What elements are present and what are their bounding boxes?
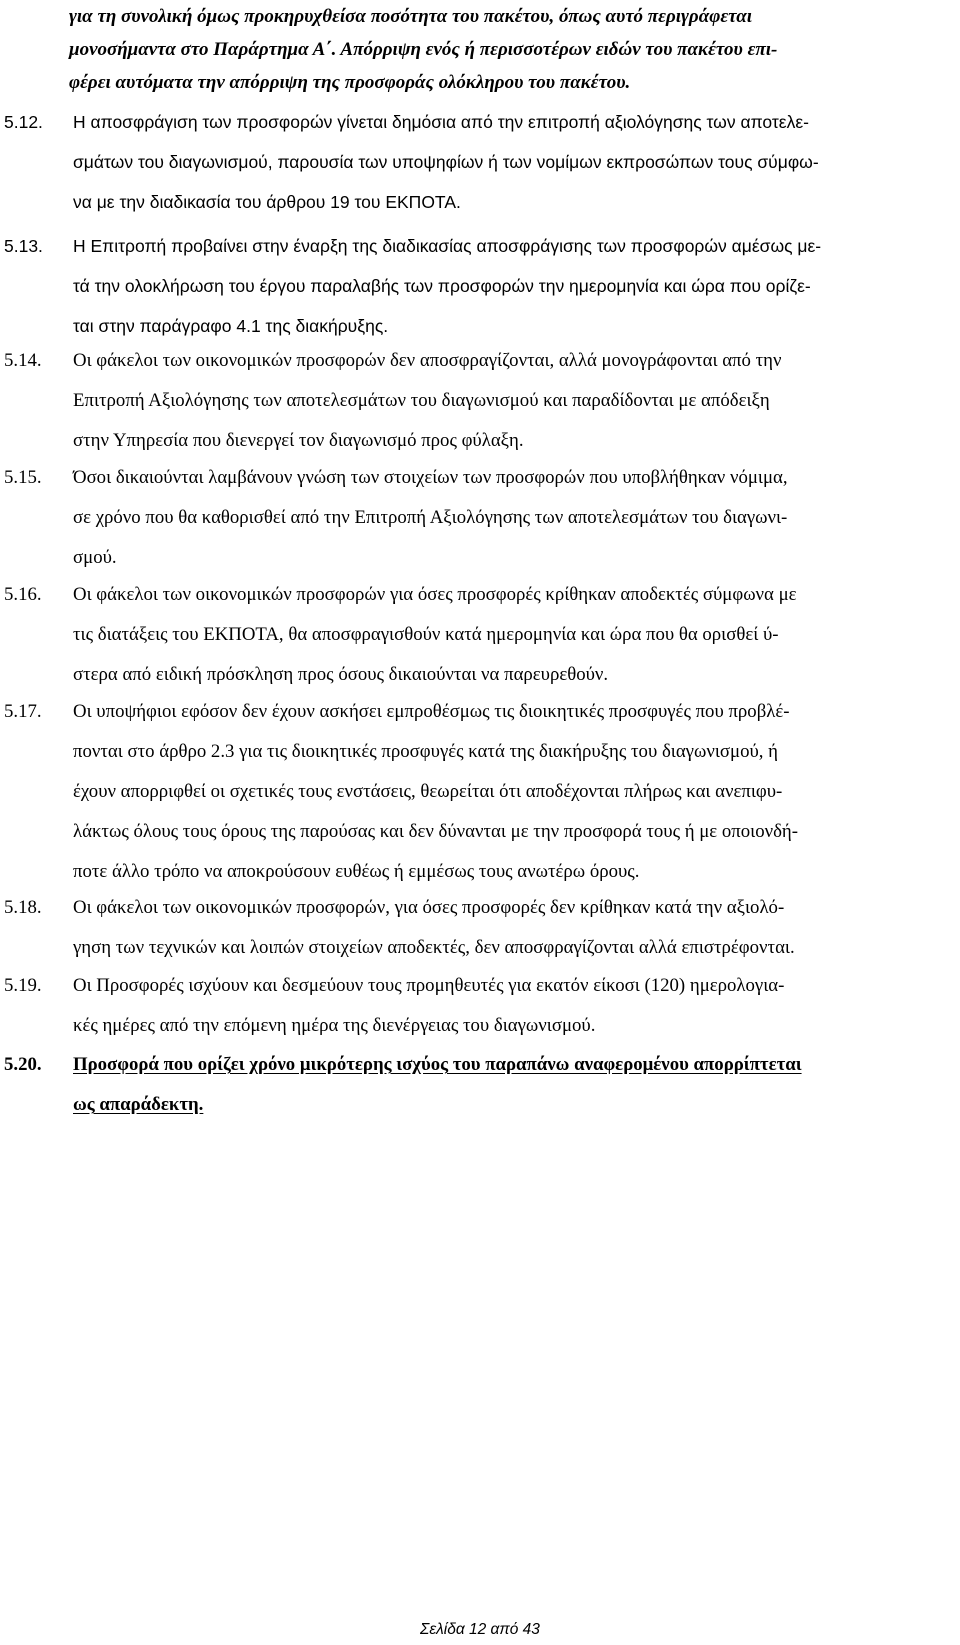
text-line: στην Υπηρεσία που διενεργεί τον διαγωνισμό προς φύλαξη. (73, 430, 524, 451)
text-line: πονται στο άρθρο 2.3 για τις διοικητικές προσφυγές κατά της διακήρυξης του διαγωνισμού, ή (73, 741, 778, 762)
text-line: κές ημέρες από την επόμενη ημέρα της διενέργειας του διαγωνισμού. (73, 1015, 596, 1036)
text-line: Οι Προσφορές ισχύουν και δεσμεύουν τους προμηθευτές για εκατόν είκοσι (120) ημερολογια- (73, 975, 785, 996)
clause-text (73, 888, 954, 968)
clause-number: 5.20. (4, 1054, 42, 1075)
clause-text (73, 966, 954, 1046)
clause-number: 5.12. (4, 112, 43, 132)
clause-text (73, 1045, 954, 1125)
text-line: να με την διαδικασία του άρθρου 19 του ΕΚΠΟΤΑ. (73, 192, 461, 212)
clause-number: 5.18. (4, 897, 42, 918)
text-line: σε χρόνο που θα καθορισθεί από την Επιτροπή Αξιολόγησης των αποτελεσμάτων του διαγωνι- (73, 507, 788, 528)
clause-number: 5.19. (4, 975, 42, 996)
text-line: τις διατάξεις του ΕΚΠΟΤΑ, θα αποσφραγισθούν κατά ημερομηνία και ώρα που θα ορισθεί ύ- (73, 624, 779, 645)
clause-text (73, 226, 954, 346)
text-line: Οι υποψήφιοι εφόσον δεν έχουν ασκήσει εμπροθέσμως τις διοικητικές προσφυγές που προβλέ- (73, 701, 790, 722)
clause-number: 5.15. (4, 467, 42, 488)
intro-paragraph (69, 0, 955, 99)
text-line: γηση των τεχνικών και λοιπών στοιχείων αποδεκτές, δεν αποσφραγίζονται αλλά επιστρέφονται. (73, 937, 795, 958)
text-line: Όσοι δικαιούνται λαμβάνουν γνώση των στοιχείων των προσφορών που υποβλήθηκαν νόμιμα, (73, 467, 788, 488)
clause-number: 5.14. (4, 350, 42, 371)
text-line: Οι φάκελοι των οικονομικών προσφορών δεν αποσφραγίζονται, αλλά μονογράφονται από την (73, 350, 782, 371)
clause-number: 5.13. (4, 236, 43, 256)
text-line: Οι φάκελοι των οικονομικών προσφορών για όσες προσφορές κρίθηκαν αποδεκτές σύμφωνα με (73, 584, 797, 605)
text-line: Η Επιτροπή προβαίνει στην έναρξη της διαδικασίας αποσφράγισης των προσφορών αμέσως με- (73, 236, 822, 256)
text-line: στερα από ειδική πρόσκληση προς όσους δικαιούνται να παρευρεθούν. (73, 664, 609, 685)
text-line: φέρει αυτόματα την απόρριψη της προσφοράς ολόκληρου του πακέτου. (69, 72, 631, 93)
clause-number: 5.16. (4, 584, 42, 605)
text-line: Η αποσφράγιση των προσφορών γίνεται δημόσια από την επιτροπή αξιολόγησης των αποτελε- (73, 112, 809, 132)
text-line: Προσφορά που ορίζει χρόνο μικρότερης ισχύος του παραπάνω αναφερομένου απορρίπτεται (73, 1054, 802, 1075)
text-line: έχουν απορριφθεί οι σχετικές τους ενστάσεις, θεωρείται ότι αποδέχονται πλήρως και ανεπιφυ- (73, 781, 783, 802)
text-line: για τη συνολική όμως προκηρυχθείσα ποσότητα του πακέτου, όπως αυτό περιγράφεται (69, 6, 753, 27)
page-number: Σελίδα 12 από 43 (420, 1621, 540, 1638)
text-line: ως απαράδεκτη. (73, 1094, 204, 1115)
text-line: ποτε άλλο τρόπο να αποκρούσουν ευθέως ή εμμέσως τους ανωτέρω όρους. (73, 861, 640, 882)
clause-text (73, 692, 954, 892)
text-line: ται στην παράγραφο 4.1 της διακήρυξης. (73, 316, 389, 336)
text-line: Οι φάκελοι των οικονομικών προσφορών, για όσες προσφορές δεν κρίθηκαν κατά την αξιολό- (73, 897, 785, 918)
text-line: σμάτων του διαγωνισμού, παρουσία των υποψηφίων ή των νομίμων εκπροσώπων τους σύμφω- (73, 152, 819, 172)
clause-text (73, 102, 954, 222)
clause-number: 5.17. (4, 701, 42, 722)
text-line: λάκτως όλους τους όρους της παρούσας και δεν δύνανται με την προσφορά τους ή με οποιονδή- (73, 821, 799, 842)
clause-text (73, 458, 954, 578)
text-line: μονοσήμαντα στο Παράρτημα Α΄. Απόρριψη ενός ή περισσοτέρων ειδών του πακέτου επι- (69, 39, 778, 60)
clause-text (73, 341, 954, 461)
clause-text (73, 575, 954, 695)
text-line: τά την ολοκλήρωση του έργου παραλαβής των προσφορών την ημερομηνία και ώρα που ορίζε- (73, 276, 811, 296)
text-line: σμού. (73, 547, 117, 568)
text-line: Επιτροπή Αξιολόγησης των αποτελεσμάτων του διαγωνισμού και παραδίδονται με απόδειξη (73, 390, 770, 411)
